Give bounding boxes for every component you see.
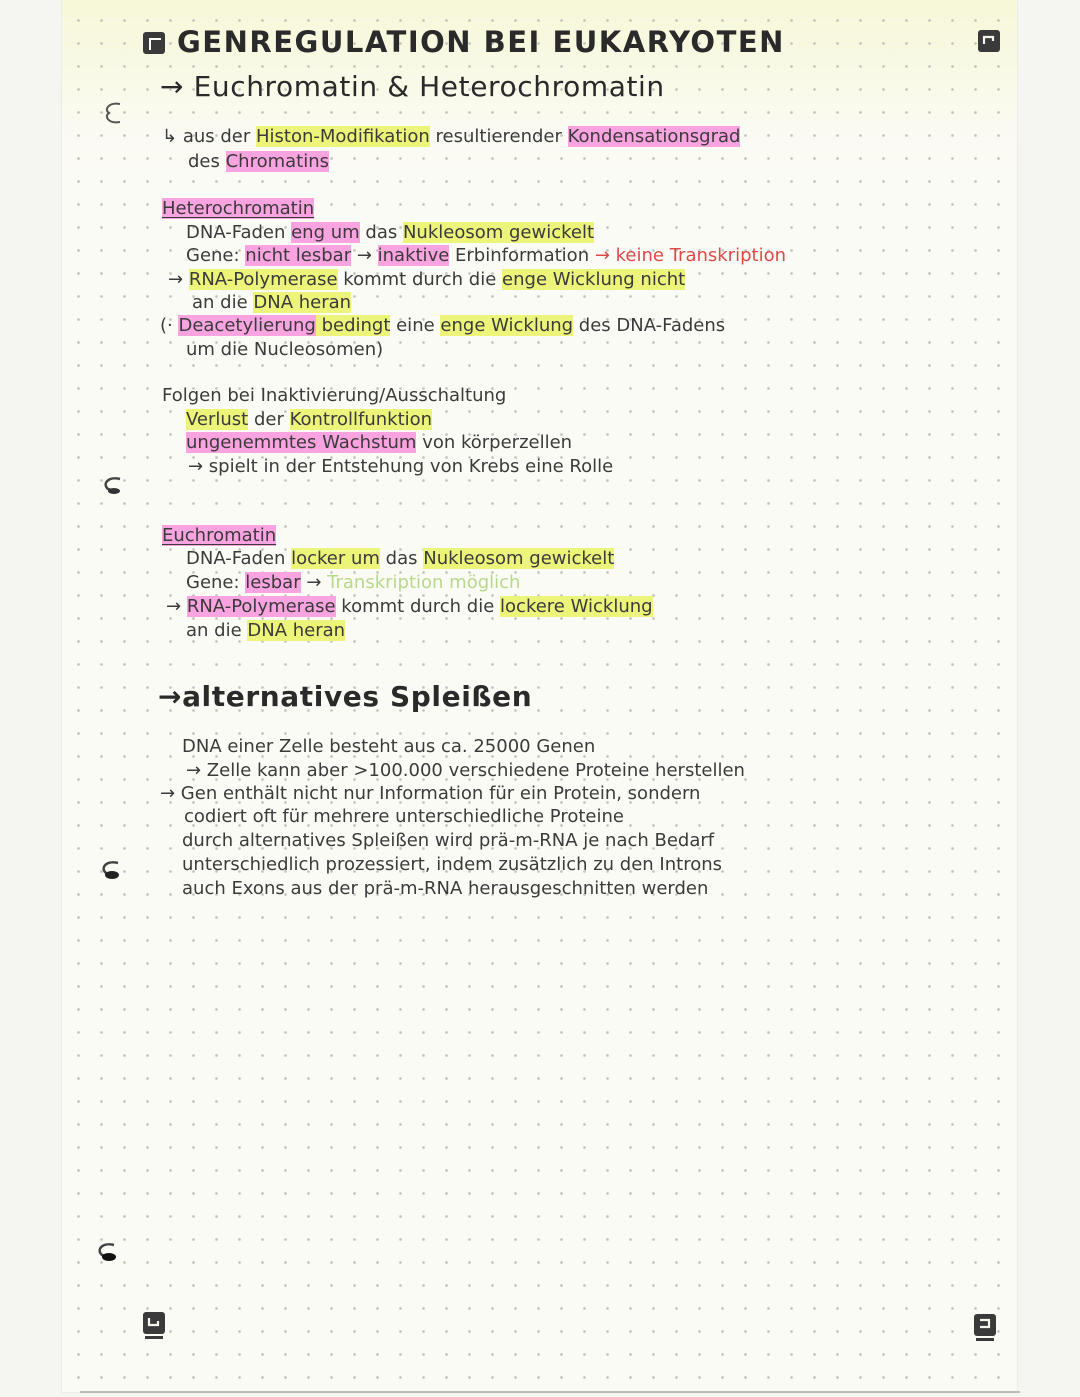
folgen-line-1: Verlust der Kontrollfunktion xyxy=(186,409,433,430)
corner-page-icon xyxy=(972,1312,998,1342)
euchromatin-line-4: an die DNA heran xyxy=(186,620,346,641)
intro-line-2: des Chromatins xyxy=(188,151,330,172)
corner-page-icon xyxy=(141,1310,167,1340)
euchromatin-line-1: DNA-Faden locker um das Nukleosom gewickelt xyxy=(186,548,615,569)
spleissen-line-2: → Zelle kann aber >100.000 verschiedene Proteine herstellen xyxy=(186,760,745,781)
folgen-line-2: ungenemmtes Wachstum von körperzellen xyxy=(186,432,573,453)
section-heading-chromatin: → Euchromatin & Heterochromatin xyxy=(160,70,665,103)
checkbox-icon xyxy=(143,32,165,54)
folgen-heading: Folgen bei Inaktivierung/Ausschaltung xyxy=(162,385,507,406)
heterochromatin-line-6: um die Nucleosomen) xyxy=(186,339,384,360)
folgen-line-3: → spielt in der Entstehung von Krebs eine Rolle xyxy=(188,456,614,477)
spleissen-line-5: durch alternatives Spleißen wird prä-m-RNA je nach Bedarf xyxy=(182,830,715,851)
return-arrow-icon: ↳ xyxy=(162,126,183,147)
arrow-right-icon: → xyxy=(160,70,194,103)
binder-ring-icon xyxy=(98,474,126,500)
section-heading-spleissen: →alternatives Spleißen xyxy=(158,680,533,713)
heterochromatin-heading: Heterochromatin xyxy=(162,198,315,219)
spleissen-line-1: DNA einer Zelle besteht aus ca. 25000 Genen xyxy=(182,736,596,757)
heterochromatin-line-4: an die DNA heran xyxy=(192,292,352,313)
heterochromatin-line-2: Gene: nicht lesbar → inaktive Erbinformation → keine Transkription xyxy=(186,245,786,266)
corner-page-icon xyxy=(976,28,1002,58)
spleissen-line-4: codiert oft für mehrere unterschiedliche Proteine xyxy=(184,806,624,827)
binder-ring-icon xyxy=(92,1240,120,1266)
heterochromatin-line-3: → RNA-Polymerase kommt durch die enge Wicklung nicht xyxy=(168,269,686,290)
spleissen-line-3: → Gen enthält nicht nur Information für ein Protein, sondern xyxy=(160,783,701,804)
spleissen-line-6: unterschiedlich prozessiert, indem zusätzlich zu den Introns xyxy=(182,854,723,875)
euchromatin-line-3: → RNA-Polymerase kommt durch die lockere Wicklung xyxy=(166,596,653,617)
intro-line-1: ↳ aus der Histon-Modifikation resultierender Kondensationsgrad xyxy=(162,126,741,147)
spleissen-line-7: auch Exons aus der prä-m-RNA herausgeschnitten werden xyxy=(182,878,709,899)
arrow-right-icon: → xyxy=(158,680,183,713)
euchromatin-line-2: Gene: lesbar → Transkription möglich xyxy=(186,572,521,593)
euchromatin-heading: Euchromatin xyxy=(162,525,277,546)
binder-ring-icon xyxy=(96,858,124,884)
binder-ring-icon xyxy=(100,100,128,126)
page-edge xyxy=(80,1391,1020,1393)
heterochromatin-line-5: (· Deacetylierung bedingt eine enge Wicklung des DNA-Fadens xyxy=(160,315,726,336)
heterochromatin-line-1: DNA-Faden eng um das Nukleosom gewickelt xyxy=(186,222,595,243)
page-title: GENREGULATION BEI EUKARYOTEN xyxy=(143,25,785,59)
